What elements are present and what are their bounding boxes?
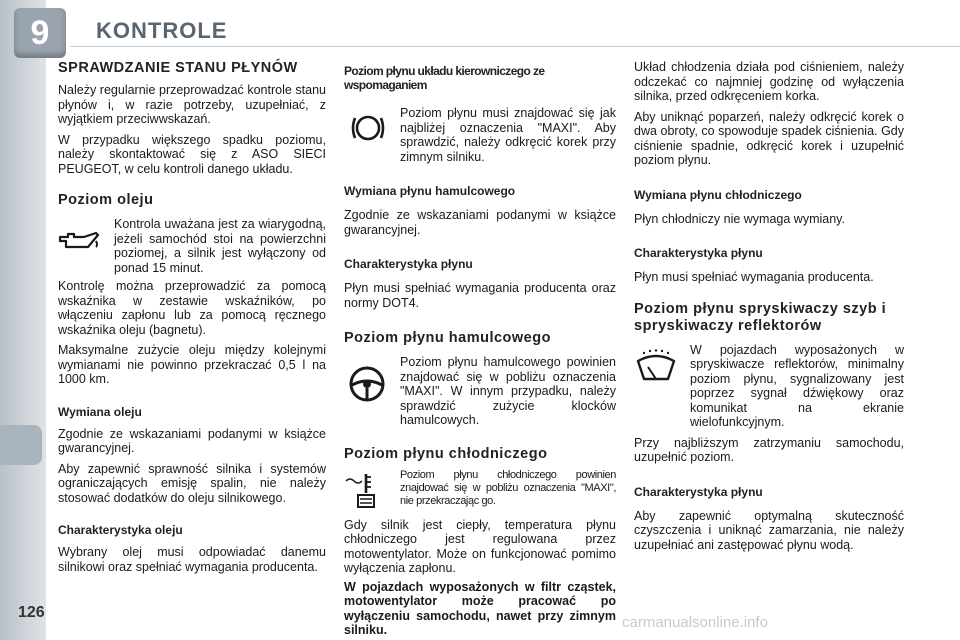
column-3 — [634, 60, 904, 552]
paragraph: Płyn musi spełniać wymagania producenta. — [634, 270, 874, 284]
paragraph-emphasis: W pojazdach wyposażonych w filtr cząstek, motowentylator może pracować po wyłączeniu samochodu, nawet przy zimnym silniku. — [344, 579, 616, 637]
subsection-title: Charakterystyka płynu — [634, 484, 763, 499]
steering-fluid-block — [344, 106, 616, 164]
paragraph: W pojazdach wyposażonych w spryskiwacze reflektorów, minimalny poziom płynu, sygnalizowany jest poprzez sygnał dźwiękowy oraz komunikat na ekranie wielofunkcyjnym. — [690, 342, 904, 429]
paragraph: Płyn musi spełniać wymagania producenta oraz normy DOT4. — [344, 281, 616, 310]
paragraph: Zgodnie ze wskazaniami podanymi w książce gwarancyjnej. — [344, 208, 616, 237]
coolant-temperature-icon — [344, 471, 388, 516]
section-title-coolant: Poziom płynu chłodniczego — [344, 445, 548, 462]
washer-block — [634, 343, 904, 430]
subsection-title: Charakterystyka płynu — [634, 246, 763, 260]
section-title-fluids: SPRAWDZANIE STANU PŁYNÓW — [58, 60, 298, 76]
subsection-title: Poziom płynu układu kierowniczego ze wspomaganiem — [344, 64, 545, 92]
paragraph: Kontrolę można przeprowadzić za pomocą wskaźnika w zestawie wskaźników, po włączeniu zapłonu lub za pomocą ręcznego wskaźnika oleju (bagnetu). — [58, 279, 326, 337]
oil-can-icon — [58, 231, 100, 258]
page-number: 126 — [18, 604, 45, 621]
paragraph: Maksymalne zużycie oleju między kolejnymi wymianami nie powinno przekraczać 0,5 l na 1000 km. — [58, 343, 326, 386]
paragraph: Kontrola uważana jest za wiarygodną, jeżeli samochód stoi na powierzchni poziomej, a silnik jest wyłączony od ponad 15 minut. — [114, 217, 326, 275]
page-title: KONTROLE — [96, 18, 228, 43]
paragraph: Aby uniknąć poparzeń, należy odkręcić korek o dwa obroty, co spowoduje spadek ciśnienia. Gdy ciśnienie spadnie, odkręcić korek i uzupełnić poziom płynu. — [634, 109, 904, 167]
header-divider — [70, 46, 960, 47]
paragraph: Gdy silnik jest ciepły, temperatura płynu chłodniczego jest regulowana przez motowentylator. Może on funkcjonować pomimo wyłączenia zapłonu. — [344, 517, 616, 575]
paragraph: W przypadku większego spadku poziomu, należy skontaktować się z ASO SIECI PEUGEOT, w celu kontroli danego układu. — [58, 132, 326, 176]
paragraph: Zgodnie ze wskazaniami podanymi w książce gwarancyjnej. — [58, 426, 326, 455]
subsection-title: Wymiana płynu chłodniczego — [634, 187, 802, 202]
paragraph: Poziom płynu musi znajdować się jak najbliżej oznaczenia "MAXI". Aby sprawdzić, należy odkręcić korek przy zimnym silniku. — [400, 106, 616, 164]
section-title-washer: Poziom płynu spryskiwaczy szyb i spryskiwaczy reflektorów — [634, 300, 887, 334]
coolant-block — [344, 469, 616, 508]
subsection-title: Wymiana oleju — [58, 404, 142, 419]
paragraph: Poziom płynu hamulcowego powinien znajdować się w pobliżu oznaczenia "MAXI". W innym przypadku, należy sprawdzić zużycie klocków hamulcowych. — [400, 355, 616, 427]
subsection-title: Wymiana płynu hamulcowego — [344, 184, 516, 198]
sidebar-tab — [0, 425, 42, 465]
paragraph: Przy najbliższym zatrzymaniu samochodu, uzupełnić poziom. — [634, 435, 904, 464]
oil-level-block — [58, 217, 326, 275]
paragraph: Układ chłodzenia działa pod ciśnieniem, należy odczekać co najmniej godzinę od wyłączenia silnika, przed odkręceniem korka. — [634, 60, 904, 103]
column-1 — [58, 60, 326, 574]
chapter-badge: 9 — [14, 8, 66, 58]
subsection-title: Charakterystyka oleju — [58, 523, 183, 537]
paragraph: Aby zapewnić optymalną skuteczność czyszczenia i uniknąć zamarzania, nie należy uzupełniać ani zastępować płynu wodą. — [634, 508, 904, 552]
subsection-title: Charakterystyka płynu — [344, 257, 473, 271]
sidebar — [0, 0, 46, 640]
section-title-oil-level: Poziom oleju — [58, 192, 154, 208]
paragraph: Wybrany olej musi odpowiadać danemu silnikowi oraz spełniać wymagania producenta. — [58, 545, 326, 574]
steering-fluid-icon — [350, 110, 386, 151]
paragraph: Płyn chłodniczy nie wymaga wymiany. — [634, 211, 845, 226]
paragraph: Poziom płynu chłodniczego powinien znajdować się w pobliżu oznaczenia "MAXI", nie przekraczając go. — [400, 468, 616, 507]
column-2 — [344, 64, 616, 638]
section-title-brake-fluid: Poziom płynu hamulcowego — [344, 330, 551, 346]
paragraph: Należy regularnie przeprowadzać kontrole stanu płynów i, w razie potrzeby, uzupełniać, z wyjątkiem przeciwwskazań. — [58, 83, 326, 126]
paragraph: Aby zapewnić sprawność silnika i systemów ograniczających emisję spalin, nie należy stosować dodatków do oleju silnikowego. — [58, 461, 326, 505]
watermark: carmanualsonline.info — [622, 614, 768, 631]
brake-fluid-icon — [348, 365, 386, 408]
washer-fluid-icon — [634, 349, 678, 388]
brake-fluid-block — [344, 355, 616, 428]
